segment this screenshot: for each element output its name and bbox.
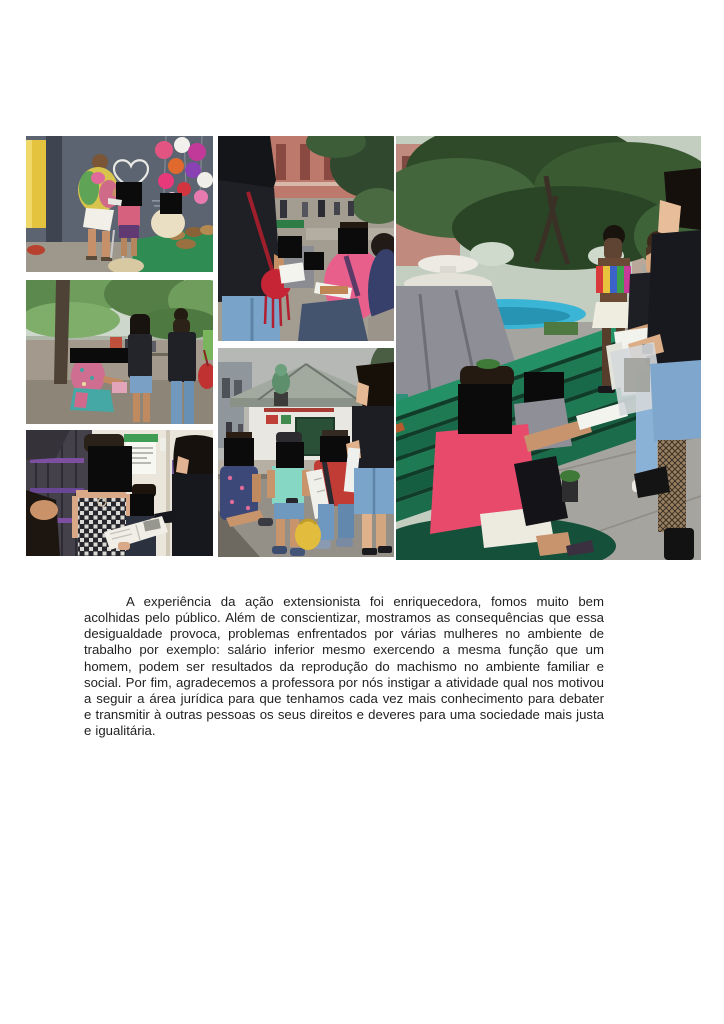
- photo-red-bag-plaza: [218, 136, 394, 341]
- photo-square-group: [26, 280, 213, 424]
- photo-square-group-image: [26, 280, 213, 424]
- photo-fountain-bench-image: [396, 136, 701, 560]
- photo-craft-stall: [26, 136, 213, 272]
- photo-newsstand-leaflet-image: [26, 430, 213, 556]
- photo-craft-stall-image: [26, 136, 213, 272]
- photo-red-bag-plaza-image: [218, 136, 394, 341]
- photo-kiosk-bench-image: [218, 348, 394, 557]
- photo-kiosk-bench: [218, 348, 394, 557]
- photo-newsstand-leaflet: [26, 430, 213, 556]
- body-paragraph: A experiência da ação extensionista foi enriquecedora, fomos muito bem acolhidas pelo público. Além de conscientizar, mostramos as consequências que essa desigualdade provoca, problemas enfrentados por várias mulheres no ambiente de trabalho por exemplo: salário inferior mesmo exercendo a mesma função que um homem, podem ser resultados da reprodução do machismo no ambiente familiar e social. Por fim, agradecemos a professora por nós instigar a atividade qual nos motivou a seguir a área jurídica para que tenhamos cada vez mais conhecimento para debater e transmitir à outras pessoas os seus direitos e deveres para uma sociedade mais justa e igualitária.: [84, 594, 604, 738]
- photo-fountain-bench: [396, 136, 701, 560]
